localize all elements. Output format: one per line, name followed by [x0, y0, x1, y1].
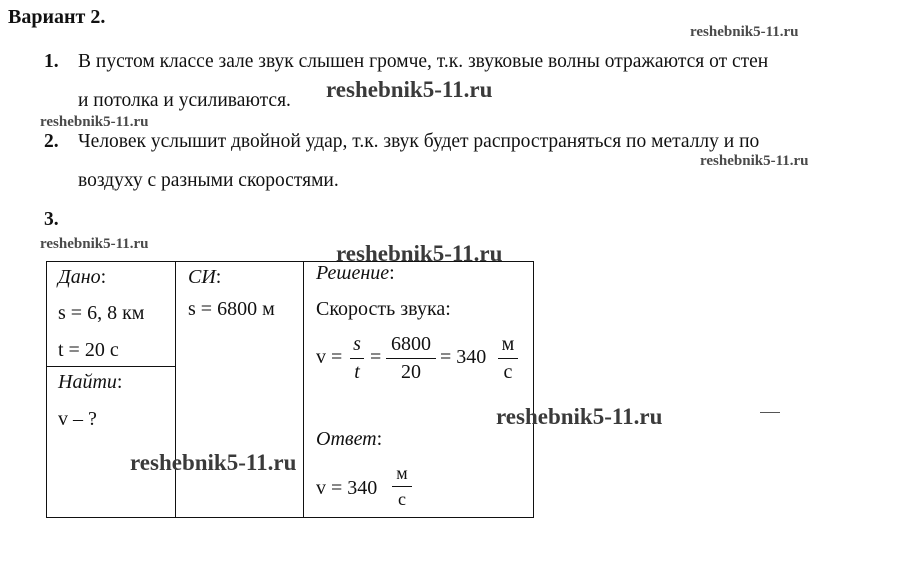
formula-lhs: v =	[316, 346, 343, 368]
formula-fraction-numbers	[386, 333, 436, 384]
watermark-table-right: reshebnik5-11.ru	[496, 404, 663, 429]
item-1-line-2: и потолка и усиливаются.	[78, 90, 291, 111]
watermark-item-2: reshebnik5-11.ru	[700, 153, 809, 169]
unit-m: м	[501, 333, 515, 355]
si-distance: s = 6800 м	[188, 298, 275, 320]
formula-numerator-s: s	[353, 333, 361, 355]
formula-denominator-20: 20	[401, 361, 421, 383]
si-label: СИ:	[188, 266, 222, 288]
item-1-line-1: В пустом классе зале звук слышен громче, т.к. звуковые волны отражаются от стен	[78, 51, 769, 72]
item-2-line-2: воздуху с разными скоростями.	[78, 170, 339, 191]
given-distance: s = 6, 8 км	[58, 302, 145, 324]
watermark-table-bottom: reshebnik5-11.ru	[130, 450, 297, 475]
find-label: Найти:	[58, 371, 123, 393]
given-label: Дано:	[58, 266, 107, 288]
formula-numerator-6800: 6800	[391, 333, 431, 355]
item-2-number: 2.	[44, 131, 59, 152]
solution-label: Решение:	[316, 262, 395, 284]
formula-equals: =	[370, 346, 382, 368]
answer-unit-m: м	[396, 463, 408, 483]
formula-denominator-t: t	[354, 361, 360, 383]
answer-unit	[392, 463, 412, 510]
watermark-left-1: reshebnik5-11.ru	[40, 114, 149, 130]
watermark-top-right: reshebnik5-11.ru	[690, 24, 799, 40]
item-1-number: 1.	[44, 51, 59, 72]
item-2-line-1: Человек услышит двойной удар, т.к. звук будет распространяться по металлу и по	[78, 131, 760, 152]
page-title: Вариант 2.	[8, 6, 106, 28]
answer-label: Ответ:	[316, 428, 383, 450]
formula-fraction-s-t	[350, 333, 364, 384]
formula-result: = 340	[440, 346, 487, 368]
answer-value: v = 340	[316, 477, 378, 499]
watermark-left-2: reshebnik5-11.ru	[40, 236, 149, 252]
stray-dash	[760, 412, 780, 413]
item-3-number: 3.	[44, 209, 59, 230]
find-value: v – ?	[58, 408, 97, 430]
unit-s: с	[503, 361, 513, 383]
given-time: t = 20 с	[58, 339, 119, 361]
watermark-item-1: reshebnik5-11.ru	[326, 77, 493, 102]
formula-unit	[498, 333, 518, 384]
speed-label: Скорость звука:	[316, 298, 451, 320]
watermark-table-top: reshebnik5-11.ru	[336, 241, 503, 266]
answer-unit-s: с	[398, 489, 406, 509]
